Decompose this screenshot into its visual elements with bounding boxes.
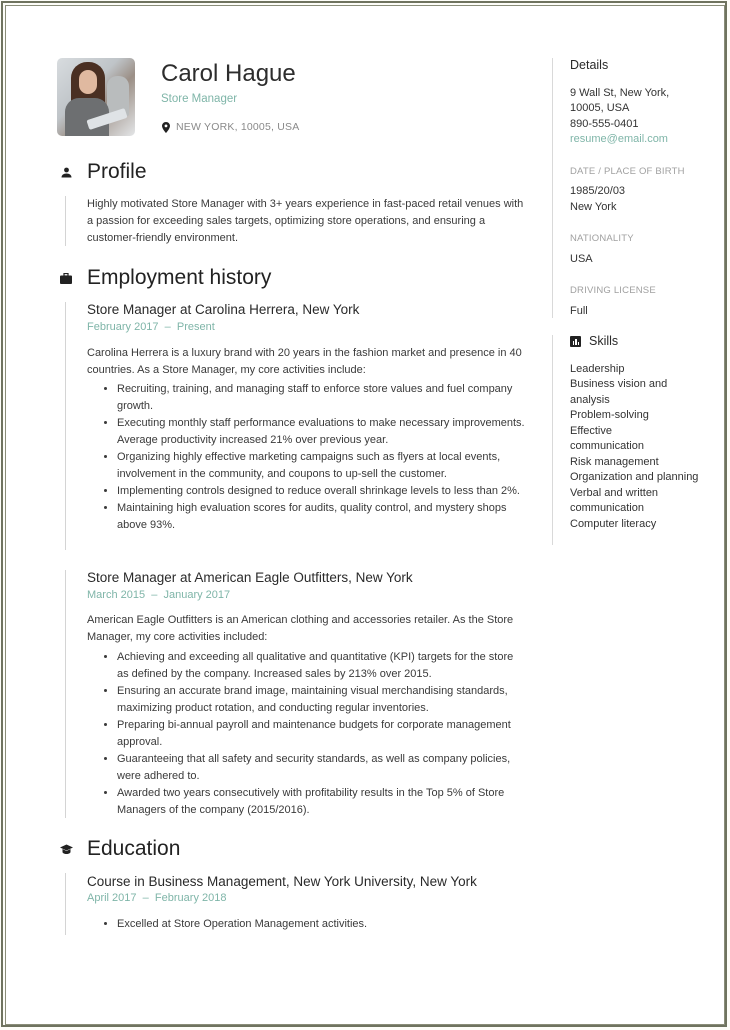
education-divider xyxy=(65,873,66,935)
skill-item: Business vision and analysis xyxy=(570,378,668,406)
person-icon xyxy=(59,165,73,179)
sidebar-skills xyxy=(570,334,710,532)
list-item: • Recruiting, training, and managing staff to enforce store values and fuel company growth. xyxy=(117,381,527,415)
profile-heading xyxy=(59,160,147,184)
nationality-value: USA xyxy=(570,252,593,265)
job-title-1: Store Manager at Carolina Herrera, New York xyxy=(87,302,360,317)
sidebar-details xyxy=(570,58,710,319)
location-pin-icon xyxy=(162,122,170,133)
list-item: • Preparing bi-annual payroll and maintenance budgets for corporate management approval. xyxy=(117,717,527,751)
nationality-label: NATIONALITY xyxy=(570,233,634,244)
list-item: • Organizing highly effective marketing campaigns such as flyers at local events, involvement in the community, and coupons to up-sell the customer. xyxy=(117,449,527,483)
skill-item: Risk management xyxy=(570,455,659,468)
education-dates: April 2017 – February 2018 xyxy=(87,892,227,904)
list-item: • Awarded two years consecutively with profitability results in the Top 5% of Store Managers of the company (2015/2016). xyxy=(117,785,527,819)
job-summary-2: American Eagle Outfitters is an American clothing and accessories retailer. As the Store Manager, my core activities included: xyxy=(87,614,514,643)
list-item: • Achieving and exceeding all qualitative and quantitative (KPI) targets for the store as defined by the company. Increased sales by 213% over 2015. xyxy=(117,649,527,683)
candidate-job-title: Store Manager xyxy=(161,93,238,105)
bar-chart-icon xyxy=(570,336,581,347)
candidate-name: Carol Hague xyxy=(161,60,296,87)
list-item: • Excelled at Store Operation Management activities. xyxy=(117,916,527,933)
job-bullets-1 xyxy=(87,381,527,534)
education-item-title: Course in Business Management, New York University, New York xyxy=(87,874,477,889)
profile-photo xyxy=(57,58,135,136)
employment-divider-2 xyxy=(65,570,66,818)
skills-title: Skills xyxy=(589,334,619,348)
sidebar-divider-skills xyxy=(552,335,553,545)
education-title: Education xyxy=(87,837,181,860)
birth-date: 1985/20/03 xyxy=(570,185,626,197)
education-bullets xyxy=(87,916,527,933)
candidate-location xyxy=(162,121,299,133)
job-bullets-2 xyxy=(87,649,527,819)
profile-summary: Highly motivated Store Manager with 3+ years experience in fast-paced retail venues with a passion for exceeding sales targets, optimizing store operations, and ensuring a customer-friendly environment. xyxy=(87,198,524,244)
email-link[interactable]: resume@email.com xyxy=(570,133,668,145)
job-title-2: Store Manager at American Eagle Outfitters, New York xyxy=(87,570,413,585)
list-item: • Executing monthly staff performance evaluations to make necessary improvements. Average productivity increased 21% over previous year. xyxy=(117,415,527,449)
skill-item: Organization and planning xyxy=(570,471,699,483)
education-heading xyxy=(59,837,180,861)
list-item: • Guaranteeing that all safety and security standards, as well as company policies, were adhered to. xyxy=(117,751,527,785)
employment-divider-1 xyxy=(65,302,66,550)
skill-item: Leadership xyxy=(570,362,625,375)
sidebar-divider-details xyxy=(552,58,553,318)
details-heading: Details xyxy=(570,58,609,72)
employment-heading xyxy=(59,266,271,290)
employment-title: Employment history xyxy=(87,266,272,289)
briefcase-icon xyxy=(59,271,73,285)
skill-item: Effective communication xyxy=(570,424,644,452)
skill-item: Verbal and written communication xyxy=(570,486,659,514)
address-line-1: 9 Wall St, New York, xyxy=(570,86,670,99)
address-line-2: 10005, USA xyxy=(570,102,630,114)
profile-title: Profile xyxy=(87,160,147,183)
license-label: DRIVING LICENSE xyxy=(570,285,656,296)
location-text: NEW YORK, 10005, USA xyxy=(176,121,300,133)
phone-number: 890-555-0401 xyxy=(570,117,639,130)
birth-label: DATE / PLACE OF BIRTH xyxy=(570,165,685,177)
job-dates-1: February 2017 – Present xyxy=(87,321,215,333)
list-item: • Implementing controls designed to reduce overall shrinkage levels to less than 2%. xyxy=(117,483,527,500)
license-value: Full xyxy=(570,304,588,317)
skill-item: Problem-solving xyxy=(570,409,649,421)
skills-heading xyxy=(570,334,710,350)
job-summary-1: Carolina Herrera is a luxury brand with 20 years in the fashion market and presence in 40 countries. As a Store Manager, my core activities include: xyxy=(87,347,522,376)
job-dates-2: March 2015 – January 2017 xyxy=(87,589,231,601)
profile-divider xyxy=(65,196,66,246)
graduation-cap-icon xyxy=(59,842,73,856)
list-item: • Ensuring an accurate brand image, maintaining visual merchandising standards, maximizing product rotation, and conducting regular inventories. xyxy=(117,683,527,717)
birth-place: New York xyxy=(570,200,617,213)
list-item: • Maintaining high evaluation scores for audits, quality control, and mystery shops above 93%. xyxy=(117,500,527,534)
skill-item: Computer literacy xyxy=(570,517,657,530)
